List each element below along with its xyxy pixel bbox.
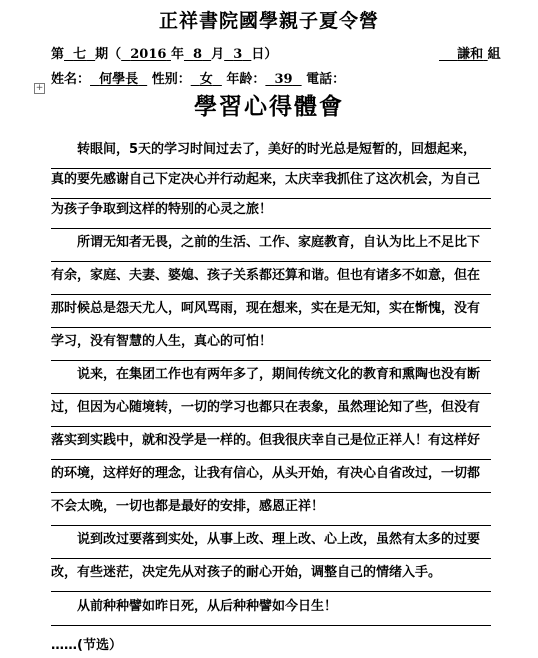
session-prefix: 第 <box>51 47 65 62</box>
session-day: 3 <box>233 47 243 62</box>
group-name: 謙和 <box>457 47 484 62</box>
group-field <box>439 43 501 62</box>
essay-line: 说到改过要落到实处，从事上改、理上改、心上改，虽然有太多的过要 <box>51 529 491 559</box>
day-label: 日） <box>251 47 278 62</box>
table-move-handle-icon[interactable]: + <box>35 83 44 93</box>
essay-line: 不会太晚，一切也都是最好的安排，感恩正祥！ <box>51 496 491 526</box>
essay-line: 那时候总是怨天尤人，呵风骂雨，现在想来，实在是无知，实在惭愧，没有 <box>51 298 491 328</box>
student-row <box>51 68 345 87</box>
essay-line: 落实到实践中，就和没学是一样的。但我很庆幸自己是位正祥人！有这样好 <box>51 430 491 460</box>
essay-line: 过，但因为心随境转，一切的学习也都只在表象，虽然理论知了些，但没有 <box>51 397 491 427</box>
essay-line: 学习，没有智慧的人生，真心的可怕！ <box>51 331 491 361</box>
student-gender: 女 <box>199 72 213 87</box>
camp-title: 正祥書院國學親子夏令營 <box>158 10 379 32</box>
essay-line: 说来，在集团工作也有两年多了，期间传统文化的教育和熏陶也没有断 <box>51 364 491 394</box>
session-suffix: 期（ <box>95 47 122 62</box>
student-name: 何學長 <box>99 72 139 87</box>
session-number: 七 <box>73 47 87 62</box>
essay-line: 的环境，这样好的理念，让我有信心，从头开始，有决心自省改过，一切都 <box>51 463 491 493</box>
phone-label: 電話： <box>306 72 346 87</box>
session-year: 2016 <box>130 47 167 62</box>
essay-line: 真的要先感谢自己下定决心并行动起来，太庆幸我抓住了这次机会，为自己 <box>51 169 491 199</box>
age-label: 年龄： <box>226 72 266 87</box>
essay-line: 有余，家庭、夫妻、婆媳、孩子关系都还算和谐。但也有诸多不如意，但在 <box>51 265 491 295</box>
excerpt-note: ……(节选） <box>51 638 122 653</box>
essay-line: 改，有些迷茫，决定先从对孩子的耐心开始，调整自己的情绪入手。 <box>51 562 491 592</box>
essay-line: 为孩子争取到这样的特别的心灵之旅！ <box>51 199 491 229</box>
name-label: 姓名： <box>51 72 91 87</box>
session-month: 8 <box>193 47 203 62</box>
session-row <box>51 43 277 62</box>
essay-heading: 學習心得體會 <box>194 93 344 120</box>
year-label: 年 <box>170 47 184 62</box>
gender-label: 性别： <box>151 72 191 87</box>
student-age: 39 <box>274 72 293 87</box>
essay-line: 所谓无知者无畏，之前的生活、工作、家庭教育，自认为比上不足比下 <box>51 232 491 262</box>
group-label: 組 <box>487 47 501 62</box>
essay-line: 转眼间，5天的学习时间过去了，美好的时光总是短暂的，回想起来， <box>51 139 491 169</box>
essay-line: 从前种种譬如昨日死，从后种种譬如今日生！ <box>51 596 491 626</box>
month-label: 月 <box>211 47 225 62</box>
